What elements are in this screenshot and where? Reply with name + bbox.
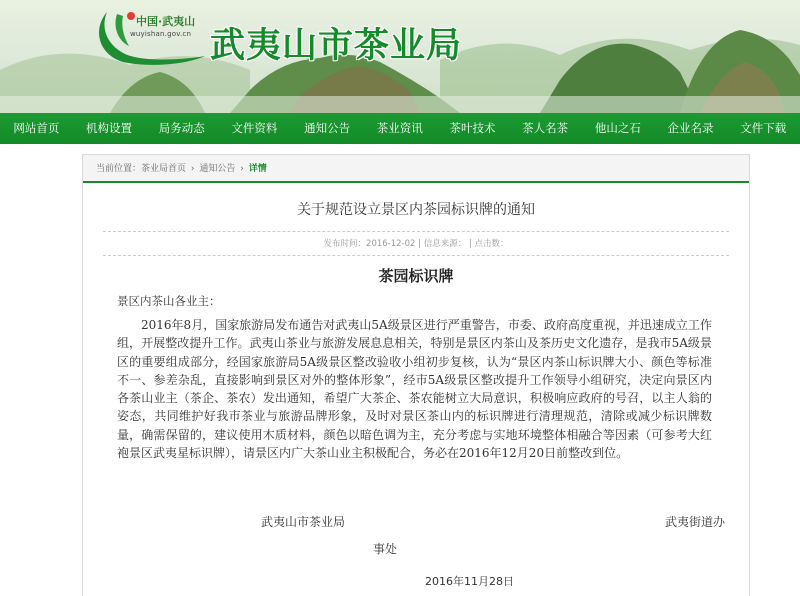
nav-item-tea-news[interactable]: 茶业资讯	[376, 121, 423, 135]
breadcrumb-home[interactable]: 茶业局首页	[141, 164, 187, 174]
article-body: 2016年8月，国家旅游局发布通告对武夷山5A级景区进行严重警告，市委、政府高度重视，并迅速成立工作组，开展整改提升工作。武夷山茶业与旅游发展息息相关，特别是景区内茶山及茶历史文化遗存，是我市5A级景区的重要组成部分，经国家旅游局5A级景区整改验收小组初步复核，认为“景区内茶山标识牌大小、颜色等标准不一、参差杂乱，直接影响到景区对外的整体形象”，经市5A级景区整改提升工作领导小组研究，决定向景区内各茶山业主（茶企、茶农）发出通知，希望广大茶企、茶农能树立大局意识，积极响应政府的号召，以主人翁的姿态，共同维护好我市茶业与旅游品牌形象，及时对景区茶山内的标识牌进行清理规范，清除或减少标识牌数量，确需保留的，建议使用木质材料，颜色以暗色调为主，充分考虑与实地环境整体相融合等因素（可参考大红袍景区武夷星标识牌），请景区内广大茶山业主积极配合，务必在2016年12月20日前整改到位。	[117, 318, 712, 461]
nav-item-documents[interactable]: 文件资料	[231, 121, 278, 135]
article-title: 关于规范设立景区内茶园标识牌的通知	[297, 202, 535, 218]
article-salutation: 景区内茶山各业主：	[117, 294, 221, 308]
breadcrumb-current: 详情	[248, 164, 267, 174]
main-nav	[0, 113, 800, 144]
nav-item-notices[interactable]: 通知公告	[304, 121, 351, 135]
logo-url: wuyishan.gov.cn	[130, 30, 192, 38]
logo-text: 中国·武夷山	[136, 15, 196, 28]
breadcrumb-prefix: 当前位置：	[96, 164, 142, 174]
nav-item-tea-people[interactable]: 茶人名茶	[522, 121, 569, 135]
signer-bureau: 武夷山市茶业局	[261, 515, 346, 529]
article-meta: 发布时间：2016-12-02 | 信息来源： | 点击数：	[103, 231, 729, 256]
nav-item-organization[interactable]: 机构设置	[86, 121, 133, 135]
nav-item-enterprises[interactable]: 企业名录	[667, 121, 714, 135]
nav-item-home[interactable]: 网站首页	[13, 121, 60, 135]
nav-item-bureau-news[interactable]: 局务动态	[158, 121, 205, 135]
nav-item-tea-tech[interactable]: 茶叶技术	[449, 121, 496, 135]
article-subtitle: 茶园标识牌	[378, 267, 454, 285]
site-title: 武夷山市茶业局	[210, 26, 463, 66]
breadcrumb-separator: ›	[190, 164, 195, 174]
article-date: 2016年11月28日	[425, 575, 514, 588]
header-banner	[0, 0, 800, 113]
breadcrumb-separator: ›	[240, 164, 244, 174]
nav-item-other-mountains[interactable]: 他山之石	[594, 121, 641, 135]
breadcrumb-section[interactable]: 通知公告	[199, 164, 236, 174]
signer-street-office-continued: 事处	[373, 542, 398, 556]
breadcrumb	[83, 155, 749, 183]
nav-item-downloads[interactable]: 文件下载	[740, 121, 787, 135]
signer-street-office: 武夷街道办	[665, 515, 726, 529]
content-panel	[82, 154, 750, 596]
